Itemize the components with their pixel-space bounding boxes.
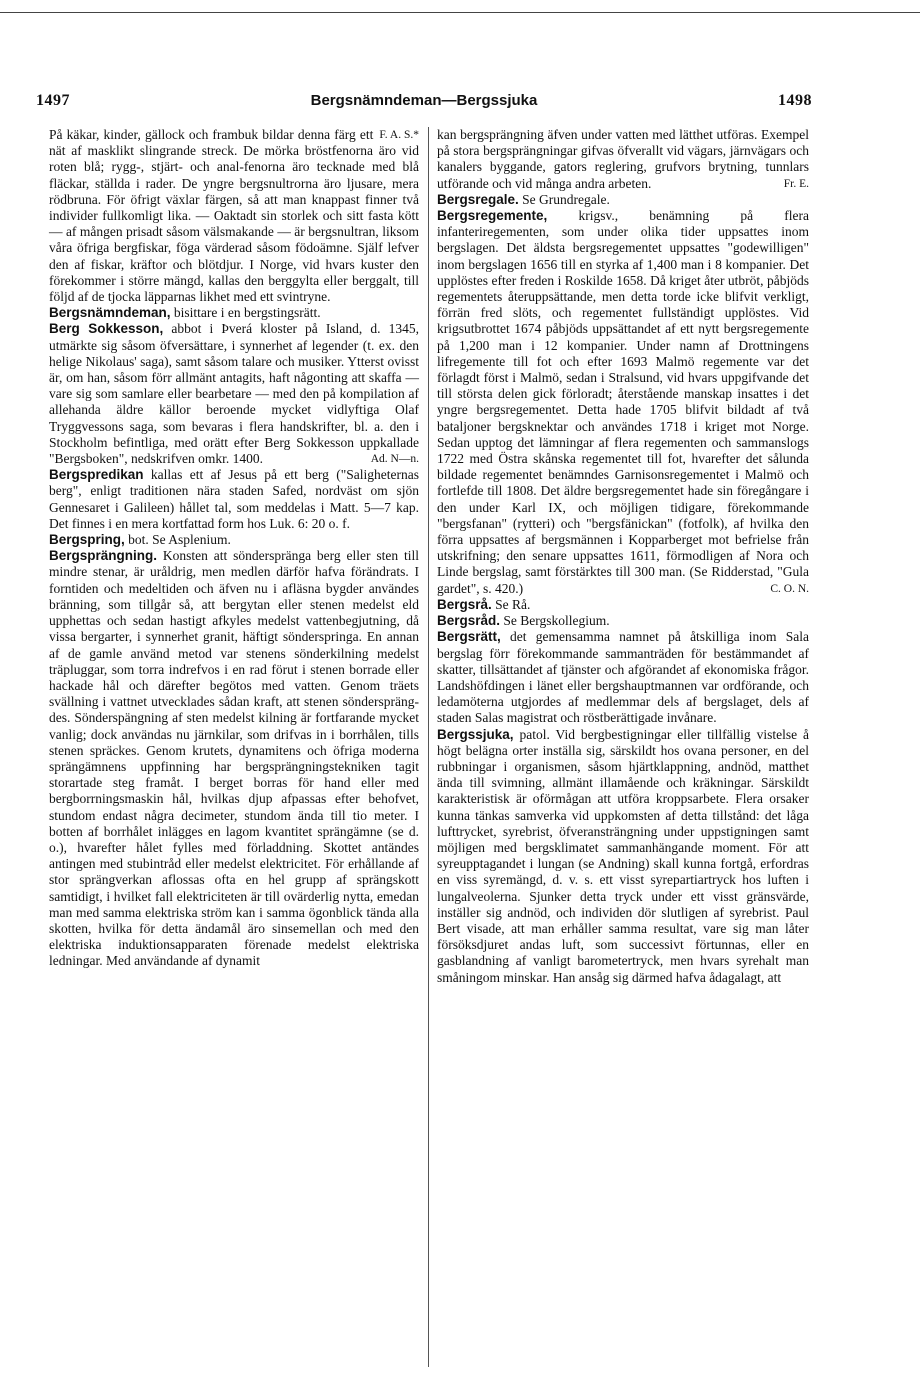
right-page-number: 1498 — [778, 92, 812, 109]
entry-signature: Ad. N—n. — [370, 453, 419, 466]
entry — [49, 532, 419, 548]
left-page-number: 1497 — [36, 92, 70, 109]
top-rule — [0, 12, 920, 13]
entry-headword: Bergsregemente, — [437, 208, 548, 224]
left-column — [49, 127, 419, 970]
entry-body: kallas ett af Jesus på ett berg ("Saligheternas berg", enligt traditionen nära staden Safed, nordväst om sjön Gennesaret i Galileen) hållet tal, som meddelas i Matt. 5—7 kap. Det finnes i en mera kortfattad form hos Luk. 6: 20 o. f. — [49, 467, 419, 531]
entry-body: Se Grundregale. — [518, 191, 610, 207]
entry — [437, 192, 809, 208]
entry — [437, 629, 809, 726]
entry-body: Se Bergskollegium. — [500, 613, 610, 629]
entry — [437, 597, 809, 613]
entry-headword: Bergsprängning. — [49, 548, 158, 564]
entry-headword: Bergspredikan — [49, 467, 144, 483]
entry-body: bot. Se Asplenium. — [124, 532, 231, 548]
entry-body: abbot i Þverá kloster på Island, d. 1345, utmärkte sig såsom öfversättare, i synnerhet af legender (t. ex. den helige Nikolaus' saga), samt såsom talare och musiker. Ytterst ovisst är, om han, såsom förr allmänt antagits, haft någonting att skaffa — vare sig som samlare eller bearbetare — med den på kompilation af allehanda äldre källor beroende mycket vidlyftiga Olaf Tryggvessons saga, som bevaras i flera handskrifter, bl. a. den i Stockholm befintliga, med orätt efter Berg Sokkesson uppkallade "Bergsboken", nedskrifven omkr. 1400. — [49, 321, 419, 467]
entry — [49, 467, 419, 532]
entry-headword: Bergspring, — [49, 532, 125, 548]
entry-headword: Bergsregale. — [437, 191, 519, 207]
entry-body: Se Rå. — [491, 596, 531, 612]
entry-headword: Berg Sokkesson, — [49, 321, 164, 337]
entry-headword: Bergsnämndeman, — [49, 305, 171, 321]
entry-body: Konsten att sönderspränga berg eller sten till mindre stenar, är uråldrig, men medlen därför hafva förändrats. I forntiden och medeltiden och äfven nu i afläsna bygder användes bränning, som tillgår så, att bergytan eller stenen medelst eld upphettas och sedan hastigt afkyles medelst vattenbegjutning, då vissa bergarter, i synnerhet granit, häftigt sönderspringa. En annan af de gamle använd metod var stenens sönderkilning medelst träpluggar, som torra indrefvos i en rad förut i stenen borrade eller hackade hål och därefter begötos med vatten. Genom träets svällning i vattnet utvecklades sådan kraft, att stenen söndersprängdes. Sönderspängning af sten medelst kilning är fortfarande mycket vanlig; dock användas nu järnkilar, som drifvas in i borrhålen, tills stenen spräckes. Genom krutets, dynamitens och öfriga moderna sprängämnens uppfinning har bergsprängningstekniken tagit storartade steg framåt. I berget borras för hand eller med bergborrningsmaskin hål, hvilkas djup afpassas efter behofvet, stundom endast några decimeter, stundom ända till tio meter. I botten af borrhålet inlägges en lagom kvantitet sprängämne (se d. o.), hvarefter hålet fylles med förladdning. Skottet antändes antingen med stubintråd eller medelst elektricitet. För erhållande af stor sprängverkan aflossas ofta en hel grupp af sprängskott samtidigt, i hvilket fall elektriciteten är till ovärderlig nytta, emedan man med samma elektriska ström kan i samma ögonblick tända alla skotten, hvilka för detta ändamål äro sinsemellan och med den elektriska induktionsapparaten förenade medelst elektriska ledningar. Med användande af dynamit — [49, 548, 419, 969]
page-header — [36, 92, 812, 112]
entry — [49, 321, 419, 467]
entry-headword: Bergsrå. — [437, 596, 492, 612]
entry — [437, 613, 809, 629]
entry-body: kan bergsprängning äfven under vatten med lätthet utföras. Exempel på stora bergsprängningar gifvas öfverallt vid vägars, järnvägars och kanalers byggande, gators reglering, grufvors brytning, tunnlars utförande och vid många andra arbeten. — [437, 127, 809, 191]
entry — [49, 305, 419, 321]
entry-headword: Bergssjuka, — [437, 726, 514, 742]
entry — [437, 208, 809, 597]
entry-body: bisittare i en bergstingsrätt. — [170, 305, 321, 321]
entry-body: patol. Vid bergbestigningar eller tillfällig vistelse å högt belägna orter inställa sig, särskildt hos ovana personer, en del rubbningar i organismen, såsom hjärtklappning, andnöd, matthet ända till svimning, allmänt illamående och kräkningar. Särskildt karakteristisk är oförmågan att utföra kroppsarbete. Flera orsaker kunna tänkas samverka vid uppkomsten af detta tillstånd: det låga lufttrycket, syrebrist, öfveransträngning under uppstigningen samt möjligen med bergsklimatet sammanhängande moment. För att syreupptagandet i lungan (se Andning) skall kunna fortgå, erfordras en viss syremängd, d. v. s. ett visst syrepartiartryck hos luften i lungalveolerna. Sjunker detta tryck under ett visst gränsvärde, inställer sig andnöd, och individen dör slutligen af syrebrist. Paul Bert visade, att man erhåller samma resultat, vare sig man låter försöksdjuret andas luft, som successivt förtunnas, eller en gasblandning af vanligt barometertryck, men hvars syrehalt man småningom minskar. Han ansåg sig därmed hafva ådagalagt, att — [437, 726, 809, 985]
entry — [49, 127, 419, 305]
entry — [437, 127, 809, 192]
right-column — [437, 127, 809, 986]
running-title: Bergsnämndeman—Bergssjuka — [310, 92, 538, 109]
entry-headword: Bergsråd. — [437, 613, 501, 629]
entry-headword: Bergsrätt, — [437, 629, 501, 645]
entry — [49, 548, 419, 969]
entry-body: På käkar, kinder, gällock och frambuk bildar denna färg ett nät af masklikt slingrande streck. De mörka bröstfenorna äro vid roten blå; rygg-, stjärt- och anal-fenorna äro tecknade med blå fläckar, ställda i rader. De yngre bergsnultrorna äro ljusare, mera rödbruna. För öfrigt växlar färgen, så att man knappast finner två individer fullkomligt lika. — Oaktadt sin storlek och sitt fasta kött — af mången prisadt såsom välsmakande — är bergsnultran, liksom våra öfriga bergfiskar, föga värderad såsom födoämne. Själf lefver den af fiskar, kräftor och blötdjur. I Norge, vid hvars kuster den förekommer i större mängd, kallas den berggylta eller berggalt, till följd af de tjocka läpparnas likhet med ett svintryne. — [49, 127, 419, 305]
entry-body: krigsv., benämning på flera infanteriregementen, som under olika tider uppsattes inom bergslagen. Det äldsta bergsregementet uppsattes "godewilligen" inom bergslagen 1656 till en styrka af 1,400 man i 8 kompanier. Det upplöstes efter freden i Roskilde 1658. Då kriget åter utbröt, påbjöds regementets återuppsättande, men detta torde icke blifvit verkligt, förrän fred slöts, och regementet fullständigt upplöstes. Vid krigsutbrottet 1674 påbjöds uppsättandet af ett nytt bergsregemente på 1,200 man i 12 kompanier. Under namn af Drottningens lifregemente till fot och efter 1693 Malmö regemente var det förlagdt först i Malmö, sedan i Stralsund, vid hvars uppgifvande det till största delen gick förloradt; återstående manskap insattes i det yngre bergsregementet. Detta hade 1705 blifvit bildadt af två bataljoner bergsknektar och användes 1718 i kriget mot Norge. Sedan upptog det lämningar af flera regementen och sammanslogs 1722 med Östra skånska regementet till fot, hvarefter det sålunda bildade regementet benämndes Garnisonsregementet i Malmö och fortlefde till 1808. Det äldre bergsregementet hade sin föregångare i den under Karl IX, och möjligen tidigare, förekommande "bergsfanan" (rytteri) och "bergsfänickan" (fotfolk), af hvilka den förra uppsattes af bergsmännen i Kopparberget mot befrielse från utskrifning; den senare uppsattes 1611, förmodligen af Nora och Linde bergslag, samt förstärktes till 300 man. (Se Ridderstad, "Gula gardet", s. 420.) — [437, 208, 809, 596]
entry-signature: C. O. N. — [770, 582, 809, 595]
entry-body: det gemensamma namnet på åtskilliga inom Sala bergslag förr förekommande sammanträden för bestämmandet af skatter, tillsättandet af tjänster och afgörandet af ekonomiska frågor. Landshöfdingen i länet eller bergshauptmannen var ordförande, och ledamöterna utgjordes af medlemmar dels af bergslaget, dels af staden Salas magistrat och röstberättigade invånare. — [437, 629, 809, 726]
entry — [437, 727, 809, 986]
column-divider — [428, 127, 429, 1367]
entry-signature: F. A. S.* — [379, 129, 419, 141]
entry-signature: Fr. E. — [783, 177, 809, 190]
